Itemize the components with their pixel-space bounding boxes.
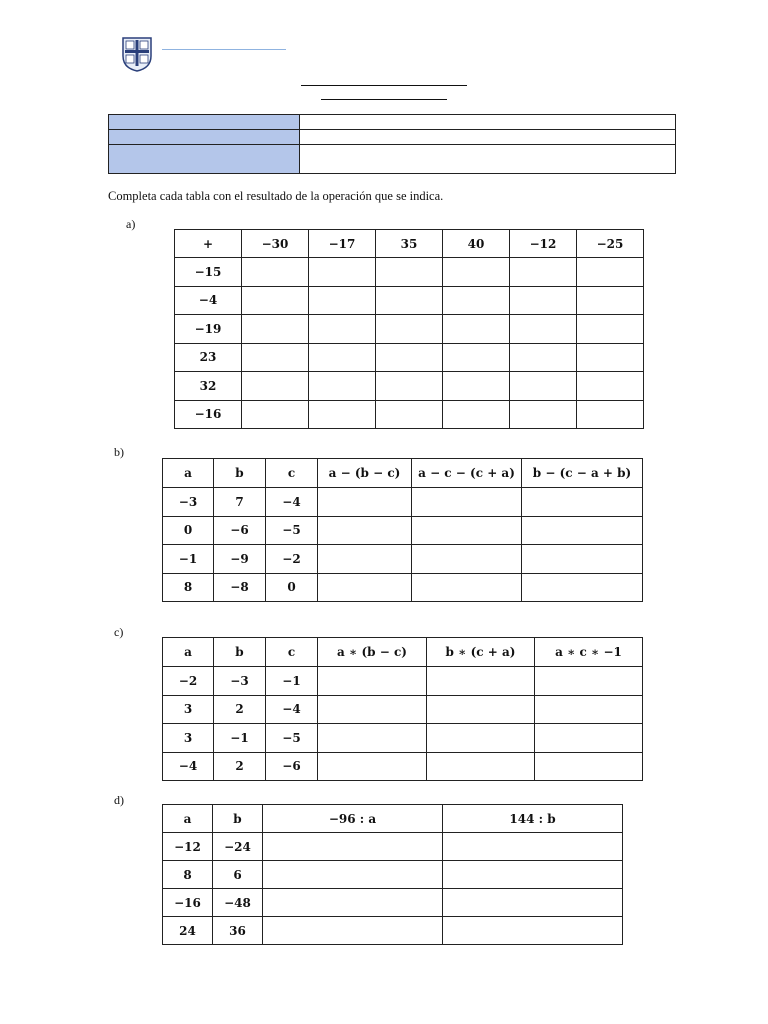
answer-cell[interactable] [242,400,309,429]
column-header: 35 [376,230,443,258]
info-row [109,130,676,145]
column-header: a − c − (c + a) [412,459,522,488]
section-label-b: b) [114,445,124,459]
given-value-cell: 24 [163,917,213,945]
answer-cell[interactable] [443,372,510,401]
table-row [163,861,623,889]
given-value-cell: −6 [214,516,266,545]
answer-cell[interactable] [318,667,427,696]
answer-cell[interactable] [535,695,643,724]
answer-cell[interactable] [309,343,376,372]
table-row [163,752,643,781]
given-value-cell: −16 [163,889,213,917]
given-value-cell: 32 [175,372,242,401]
given-value-cell: 8 [163,573,214,602]
answer-cell[interactable] [412,545,522,574]
answer-cell[interactable] [522,573,643,602]
answer-cell[interactable] [263,833,443,861]
answer-cell[interactable] [309,286,376,315]
answer-cell[interactable] [577,258,644,287]
info-label-cell [109,145,300,174]
table-row [175,258,644,287]
answer-cell[interactable] [412,573,522,602]
header-underline [162,49,286,50]
answer-cell[interactable] [263,889,443,917]
answer-cell[interactable] [318,695,427,724]
header-row [163,638,643,667]
answer-cell[interactable] [443,315,510,344]
answer-cell[interactable] [577,343,644,372]
answer-cell[interactable] [510,315,577,344]
table-row [175,286,644,315]
table-row [163,516,643,545]
answer-cell[interactable] [376,258,443,287]
answer-cell[interactable] [535,752,643,781]
answer-cell[interactable] [510,258,577,287]
answer-cell[interactable] [263,861,443,889]
answer-cell[interactable] [263,917,443,945]
answer-cell[interactable] [309,315,376,344]
given-value-cell: −4 [266,695,318,724]
answer-cell[interactable] [443,889,623,917]
answer-cell[interactable] [522,545,643,574]
answer-cell[interactable] [427,724,535,753]
answer-cell[interactable] [309,258,376,287]
answer-cell[interactable] [577,315,644,344]
table-row [163,917,623,945]
given-value-cell: 3 [163,724,214,753]
answer-cell[interactable] [242,258,309,287]
info-label-cell [109,115,300,130]
answer-cell[interactable] [318,545,412,574]
given-value-cell: −19 [175,315,242,344]
given-value-cell: −3 [214,667,266,696]
info-field[interactable] [300,130,676,145]
given-value-cell: −6 [266,752,318,781]
student-info-table [108,114,676,174]
subtitle-blank-line [321,99,447,100]
info-field[interactable] [300,145,676,174]
info-field[interactable] [300,115,676,130]
answer-cell[interactable] [376,343,443,372]
column-header: a ∗ c ∗ −1 [535,638,643,667]
column-header: c [266,638,318,667]
given-value-cell: −2 [266,545,318,574]
table-row [163,833,623,861]
answer-cell[interactable] [443,861,623,889]
header-row [163,459,643,488]
answer-cell[interactable] [510,343,577,372]
column-header: a [163,638,214,667]
answer-cell[interactable] [376,372,443,401]
answer-cell[interactable] [376,400,443,429]
given-value-cell: 2 [214,695,266,724]
column-header: b [213,805,263,833]
column-header: a [163,805,213,833]
given-value-cell: −1 [214,724,266,753]
given-value-cell: −48 [213,889,263,917]
table-row [175,315,644,344]
given-value-cell: 3 [163,695,214,724]
given-value-cell: −15 [175,258,242,287]
table-row [163,724,643,753]
given-value-cell: 0 [163,516,214,545]
addition-table-a [174,229,644,429]
table-row [163,545,643,574]
table-row [163,695,643,724]
answer-cell[interactable] [577,400,644,429]
column-header: b − (c − a + b) [522,459,643,488]
table-row [163,488,643,517]
answer-cell[interactable] [318,752,427,781]
answer-cell[interactable] [443,286,510,315]
column-header: a − (b − c) [318,459,412,488]
answer-cell[interactable] [242,343,309,372]
division-table-d [162,804,623,945]
column-header: 40 [443,230,510,258]
answer-cell[interactable] [510,286,577,315]
answer-cell[interactable] [376,286,443,315]
answer-cell[interactable] [510,400,577,429]
table-row [163,573,643,602]
info-row [109,145,676,174]
column-header: a [163,459,214,488]
title-blank-line [301,85,467,86]
given-value-cell: −4 [163,752,214,781]
answer-cell[interactable] [427,695,535,724]
section-label-c: c) [114,625,124,639]
given-value-cell: −1 [163,545,214,574]
expression-table-b [162,458,643,602]
table-row [175,400,644,429]
answer-cell[interactable] [318,516,412,545]
given-value-cell: 23 [175,343,242,372]
header-row [175,230,644,258]
answer-cell[interactable] [427,752,535,781]
given-value-cell: −4 [266,488,318,517]
table-row [163,889,623,917]
given-value-cell: −2 [163,667,214,696]
answer-cell[interactable] [412,516,522,545]
answer-cell[interactable] [309,400,376,429]
column-header: a ∗ (b − c) [318,638,427,667]
answer-cell[interactable] [427,667,535,696]
given-value-cell: −4 [175,286,242,315]
answer-cell[interactable] [242,286,309,315]
answer-cell[interactable] [443,258,510,287]
section-label-a: a) [126,217,136,231]
instruction-text: Completa cada tabla con el resultado de la operación que se indica. [108,189,444,203]
column-header: 144 : b [443,805,623,833]
given-value-cell: −5 [266,724,318,753]
section-label-d: d) [114,793,124,807]
answer-cell[interactable] [376,315,443,344]
column-header: + [175,230,242,258]
given-value-cell: −1 [266,667,318,696]
answer-cell[interactable] [443,343,510,372]
answer-cell[interactable] [443,400,510,429]
given-value-cell: 2 [214,752,266,781]
given-value-cell: −12 [163,833,213,861]
info-label-cell [109,130,300,145]
answer-cell[interactable] [577,372,644,401]
column-header: b [214,638,266,667]
given-value-cell: 36 [213,917,263,945]
answer-cell[interactable] [443,833,623,861]
info-row [109,115,676,130]
answer-cell[interactable] [443,917,623,945]
given-value-cell: 8 [163,861,213,889]
column-header: −25 [577,230,644,258]
answer-cell[interactable] [309,372,376,401]
answer-cell[interactable] [318,724,427,753]
column-header: −30 [242,230,309,258]
answer-cell[interactable] [522,488,643,517]
table-row [175,372,644,401]
column-header: −12 [510,230,577,258]
given-value-cell: −3 [163,488,214,517]
given-value-cell: −5 [266,516,318,545]
given-value-cell: 0 [266,573,318,602]
answer-cell[interactable] [242,372,309,401]
column-header: b [214,459,266,488]
answer-cell[interactable] [535,667,643,696]
answer-cell[interactable] [318,573,412,602]
school-logo [121,36,153,72]
table-row [163,667,643,696]
column-header: −17 [309,230,376,258]
given-value-cell: −16 [175,400,242,429]
given-value-cell: −8 [214,573,266,602]
answer-cell[interactable] [522,516,643,545]
answer-cell[interactable] [318,488,412,517]
header-row [163,805,623,833]
table-row [175,343,644,372]
given-value-cell: 6 [213,861,263,889]
given-value-cell: −9 [214,545,266,574]
column-header: −96 : a [263,805,443,833]
column-header: c [266,459,318,488]
multiplication-table-c [162,637,643,781]
column-header: b ∗ (c + a) [427,638,535,667]
answer-cell[interactable] [242,315,309,344]
given-value-cell: −24 [213,833,263,861]
answer-cell[interactable] [577,286,644,315]
answer-cell[interactable] [412,488,522,517]
answer-cell[interactable] [510,372,577,401]
given-value-cell: 7 [214,488,266,517]
answer-cell[interactable] [535,724,643,753]
